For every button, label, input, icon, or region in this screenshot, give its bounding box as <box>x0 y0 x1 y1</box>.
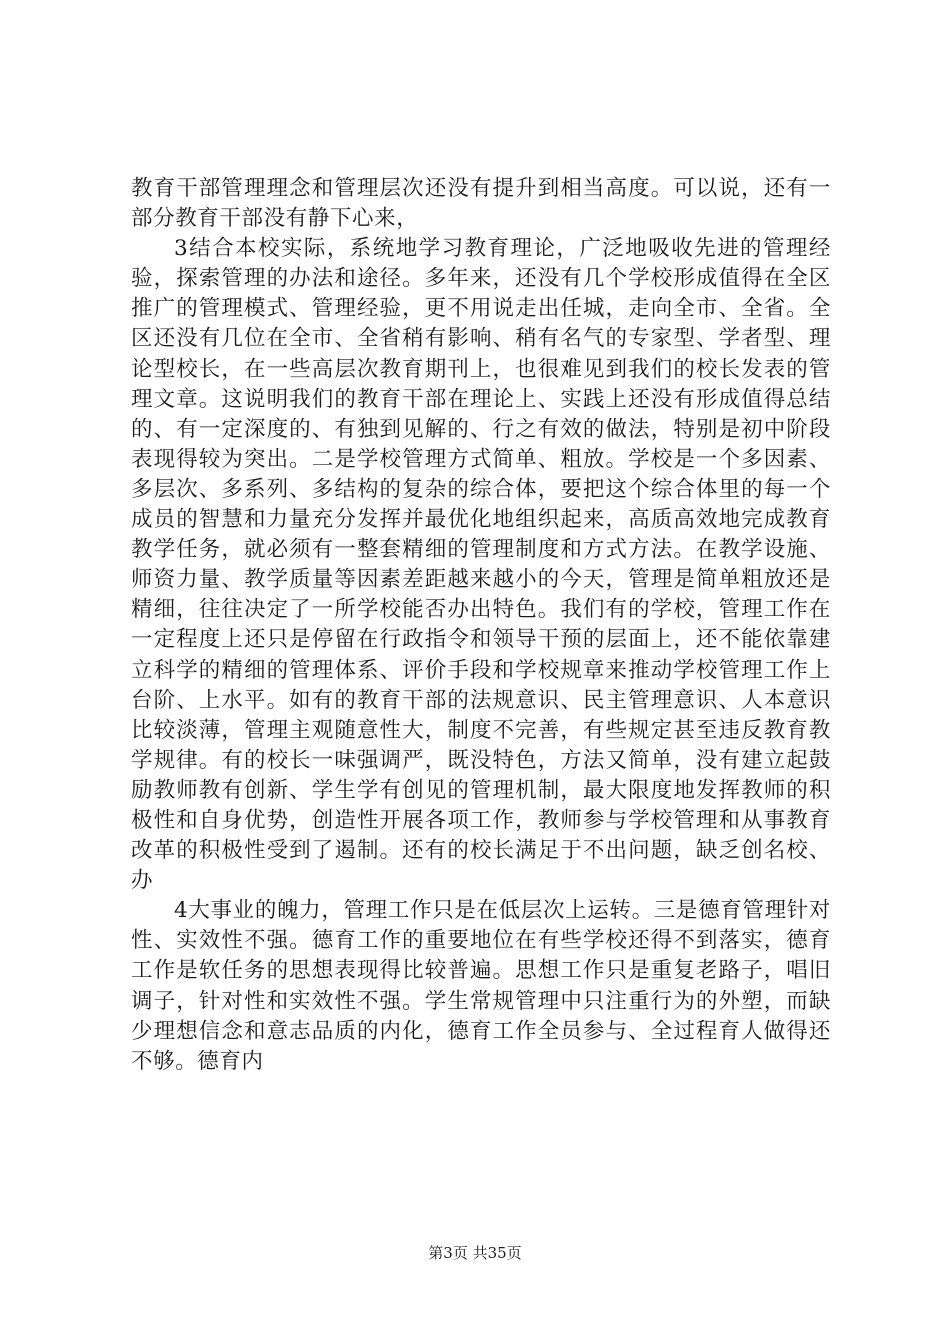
paragraph-1: 教育干部管理理念和管理层次还没有提升到相当高度。可以说，还有一部分教育干部没有静下心来， <box>131 176 831 232</box>
body-text <box>131 174 831 1077</box>
page-footer: 第3页 共35页 <box>428 1244 522 1262</box>
paragraph-3: 4大事业的魄力，管理工作只是在低层次上运转。三是德育管理针对性、实效性不强。德育工作的重要地位在有些学校还得不到落实，德育工作是软任务的思想表现得比较普遍。思想工作只是重复老路子，唱旧调子，针对性和实效性不强。学生常规管理中只注重行为的外塑，而缺少理想信念和意志品质的内化，德育工作全员参与、全过程育人做得还不够。德育内 <box>131 898 831 1074</box>
paragraph-2: 3结合本校实际，系统地学习教育理论，广泛地吸收先进的管理经验，探索管理的办法和途径。多年来，还没有几个学校形成值得在全区推广的管理模式、管理经验，更不用说走出任城，走向全市、全省。全区还没有几位在全市、全省稍有影响、稍有名气的专家型、学者型、理论型校长，在一些高层次教育期刊上，也很难见到我们的校长发表的管理文章。这说明我们的教育干部在理论上、实践上还没有形成值得总结的、有一定深度的、有独到见解的、行之有效的做法，特别是初中阶段表现得较为突出。二是学校管理方式简单、粗放。学校是一个多因素、多层次、多系列、多结构的复杂的综合体，要把这个综合体里的每一个成员的智慧和力量充分发挥并最优化地组织起来，高质高效地完成教育教学任务，就必须有一整套精细的管理制度和方式方法。在教学设施、师资力量、教学质量等因素差距越来越小的今天，管理是简单粗放还是精细，往往决定了一所学校能否办出特色。我们有的学校，管理工作在一定程度上还只是停留在行政指令和领导干预的层面上，还不能依靠建立科学的精细的管理体系、评价手段和学校规章来推动学校管理工作上台阶、上水平。如有的教育干部的法规意识、民主管理意识、人本意识比较淡薄，管理主观随意性大，制度不完善，有些规定甚至违反教育教学规律。有的校长一味强调严，既没特色，方法又简单，没有建立起鼓励教师教有创新、学生学有创见的管理机制，最大限度地发挥教师的积极性和自身优势，创造性开展各项工作，教师参与学校管理和从事教育改革的积极性受到了遏制。还有的校长满足于不出问题，缺乏创名校、办 <box>131 236 831 894</box>
